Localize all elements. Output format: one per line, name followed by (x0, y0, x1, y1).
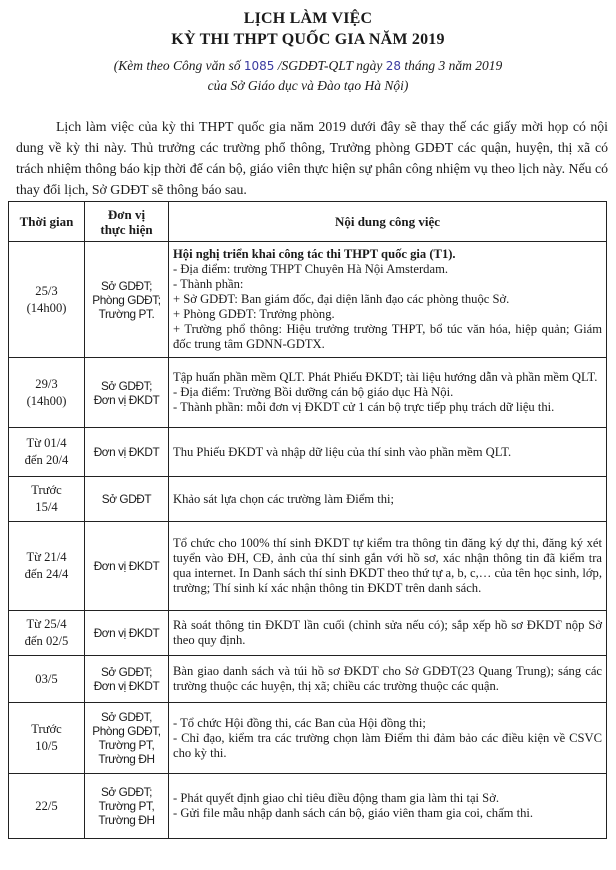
time-line: 25/3 (35, 283, 58, 298)
content-cell (169, 242, 607, 358)
unit-line: Đơn vị ĐKDT (93, 445, 160, 459)
content-line: - Địa điểm: trường THPT Chuyên Hà Nội Amsterdam. (173, 262, 449, 276)
content-line: - Phát quyết định giao chỉ tiêu điều động tham gia làm thi tại Sở. (173, 791, 499, 805)
unit-cell (85, 522, 169, 611)
issuer-line: của Sở Giáo dục và Đào tạo Hà Nội) (207, 78, 409, 93)
time-line: đến 02/5 (24, 634, 69, 648)
unit-line: Trường PT, (98, 799, 155, 813)
content-line: Khảo sát lựa chọn các trường làm Điểm thi; (173, 491, 395, 506)
time-cell (9, 656, 85, 703)
time-line: Từ 21/4 (26, 550, 67, 564)
handwritten-number: 1085 (243, 59, 275, 73)
content-cell (169, 477, 607, 522)
reference-middle: /SGDĐT-QLT ngày (274, 58, 386, 73)
time-line: 10/5 (35, 739, 58, 753)
time-line: đến 24/4 (24, 567, 69, 581)
unit-line: Trường ĐH (98, 752, 155, 766)
intro-paragraph: Lịch làm việc của kỳ thi THPT quốc gia năm 2019 dưới đây sẽ thay thế các giấy mời họp có nội dung về kỳ thi này. Thủ trưởng các trường phổ thông, Trưởng phòng GDĐT các quận, huyện, thị xã có trách nhiệm thông báo kịp thời để cán bộ, giáo viên thực hiện sự phân công nhiệm vụ theo lịch này. Nếu có thay đổi lịch, Sở GDĐT sẽ thông báo sau. (16, 119, 608, 197)
unit-line: Đơn vị ĐKDT (93, 392, 160, 407)
table-row (9, 703, 607, 774)
table-row (9, 477, 607, 522)
content-line: - Thành phần: (173, 277, 244, 291)
unit-line: Phòng GDĐT; (92, 292, 161, 307)
unit-cell (85, 428, 169, 477)
time-line: (14h00) (26, 393, 67, 408)
unit-line: Trường PT. (98, 306, 155, 321)
reference-line (0, 58, 616, 74)
unit-cell (85, 242, 169, 358)
content-line: Thu Phiếu ĐKDT và nhập dữ liệu của thí sinh vào phần mềm QLT. (173, 444, 512, 459)
time-line: Từ 25/4 (26, 617, 67, 631)
unit-line: Đơn vị ĐKDT (93, 559, 160, 573)
unit-cell (85, 656, 169, 703)
content-cell (169, 774, 607, 839)
unit-cell (85, 703, 169, 774)
reference-prefix: (Kèm theo Công văn số (113, 58, 244, 73)
time-cell (9, 522, 85, 611)
table-row (9, 774, 607, 839)
table-row (9, 656, 607, 703)
header-time: Thời gian (9, 202, 85, 242)
unit-line: Sở GDĐT; (100, 278, 153, 293)
unit-line: Trường PT, (98, 738, 155, 752)
content-heading: Hội nghị triển khai công tác thi THPT quốc gia (T1). (173, 247, 456, 261)
content-line: - Chỉ đạo, kiểm tra các trường chọn làm Điểm thi đảm bảo các điều kiện về CSVC cho kỳ thi. (173, 730, 602, 760)
header-unit-line1: Đơn vị (107, 206, 146, 222)
table-header-row (9, 202, 607, 242)
time-line: 15/4 (35, 500, 58, 514)
reference-suffix: tháng 3 năm 2019 (401, 58, 503, 73)
content-line: Rà soát thông tin ĐKDT lần cuối (chỉnh sửa nếu có); sắp xếp hồ sơ ĐKDT nộp Sở theo quy định. (173, 618, 602, 647)
table-row (9, 428, 607, 477)
unit-cell (85, 774, 169, 839)
time-line: 22/5 (35, 798, 58, 813)
time-cell (9, 774, 85, 839)
content-cell (169, 358, 607, 428)
unit-line: Đơn vị ĐKDT (93, 626, 160, 640)
content-cell (169, 611, 607, 656)
time-line: 29/3 (35, 376, 58, 391)
time-line: đến 20/4 (24, 453, 69, 467)
unit-cell (85, 611, 169, 656)
table-row (9, 611, 607, 656)
time-line: (14h00) (26, 300, 67, 315)
time-line: Trước (31, 722, 62, 736)
doc-subtitle: KỲ THI THPT QUỐC GIA NĂM 2019 (171, 31, 445, 48)
time-line: Từ 01/4 (26, 436, 67, 450)
content-cell (169, 522, 607, 611)
time-cell (9, 358, 85, 428)
doc-title: LỊCH LÀM VIỆC (243, 10, 373, 27)
content-line: - Tổ chức Hội đồng thi, các Ban của Hội đồng thi; (173, 715, 426, 730)
content-line: - Thành phần: mỗi đơn vị ĐKDT cử 1 cán bộ trực tiếp phụ trách dữ liệu thi. (173, 400, 555, 414)
time-cell (9, 242, 85, 358)
table-row (9, 522, 607, 611)
content-line: Tập huấn phần mềm QLT. Phát Phiếu ĐKDT; tài liệu hướng dẫn và phần mềm QLT. (173, 370, 598, 384)
time-cell (9, 611, 85, 656)
header-content: Nội dung công việc (169, 202, 607, 242)
handwritten-day: 28 (385, 59, 402, 73)
content-line: - Địa điểm: Trường Bồi dưỡng cán bộ giáo dục Hà Nội. (173, 385, 454, 399)
unit-line: Sở GDĐT (101, 492, 152, 506)
time-cell (9, 428, 85, 477)
table-row (9, 242, 607, 358)
unit-line: Sở GDĐT; (100, 378, 153, 393)
content-cell (169, 428, 607, 477)
unit-cell (85, 477, 169, 522)
content-line: Tổ chức cho 100% thí sinh ĐKDT tự kiểm tra thông tin đăng ký dự thi, đăng ký xét tuyển vào ĐH, CĐ, ảnh của thí sinh gắn với hồ sơ, xác nhận thông tin đã kiểm tra qua internet. In Danh sách thí sinh ĐKDT theo thứ tự a, b, c,… của tên học sinh, lớp, trường; Thí sinh kí xác nhận thông tin ĐKDT trên danh sách. (173, 536, 602, 595)
unit-line: Sở GDĐT, (100, 710, 153, 724)
content-line: + Sở GDĐT: Ban giám đốc, đại diện lãnh đạo các phòng thuộc Sở. (173, 292, 510, 306)
time-cell (9, 703, 85, 774)
content-line: Bàn giao danh sách và túi hồ sơ ĐKDT cho Sở GDĐT(23 Quang Trung); sáng các trường thuộc các huyện, thị xã; chiều các trường thuộc các quận. (173, 664, 602, 693)
header-unit-line2: thực hiện (100, 221, 153, 237)
time-line: Trước (31, 483, 62, 497)
unit-line: Đơn vị ĐKDT (93, 679, 160, 693)
content-cell (169, 656, 607, 703)
header-unit (85, 202, 169, 242)
time-cell (9, 477, 85, 522)
time-line: 03/5 (35, 671, 58, 686)
unit-line: Sở GDĐT; (100, 785, 153, 799)
content-line: + Trường phổ thông: Hiệu trưởng trường THPT, bổ túc văn hóa, hiệp quản; Giám đốc trung tâm GDNN-GDTX. (173, 322, 602, 351)
unit-line: Phòng GDĐT, (92, 724, 161, 738)
content-line: + Phòng GDĐT: Trưởng phòng. (173, 307, 335, 321)
unit-cell (85, 358, 169, 428)
unit-line: Trường ĐH (98, 813, 155, 827)
content-line: - Gửi file mẫu nhập danh sách cán bộ, giáo viên tham gia coi, chấm thi. (173, 806, 534, 820)
content-cell (169, 703, 607, 774)
unit-line: Sở GDĐT; (100, 665, 153, 679)
schedule-table (8, 201, 607, 839)
table-row (9, 358, 607, 428)
